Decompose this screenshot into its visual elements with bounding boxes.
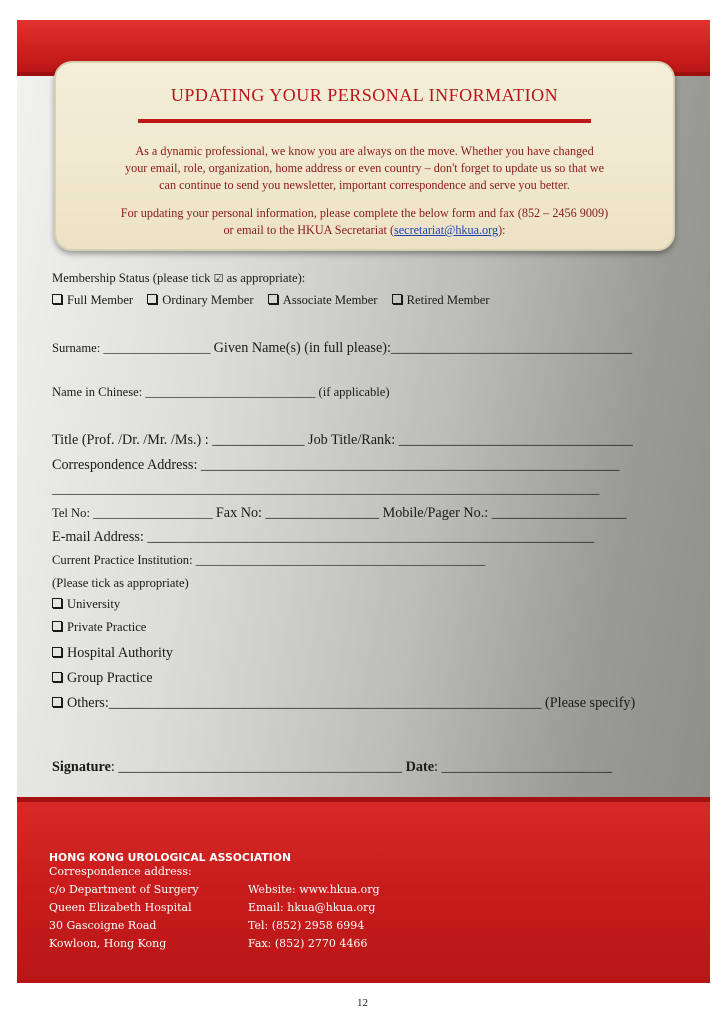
option-private-practice[interactable]: Private Practice <box>52 620 146 635</box>
signature-date-row <box>52 759 612 776</box>
option-hospital-authority[interactable]: Hospital Authority <box>52 645 173 662</box>
intro-line: your email, role, organization, home address or even country – don't forget to update us so that we <box>125 161 604 175</box>
footer-address: c/o Department of Surgery Queen Elizabeth Hospital 30 Gascoigne Road Kowloon, Hong Kong <box>49 883 199 950</box>
option-retired-member[interactable]: Retired Member <box>392 293 490 307</box>
checkbox-icon[interactable] <box>147 294 157 304</box>
date-field[interactable]: : ________________________ <box>434 759 612 775</box>
checkbox-icon[interactable] <box>52 294 62 304</box>
tick-icon: ☑ <box>213 272 224 285</box>
banner-instructions <box>90 205 639 239</box>
footer-fax: Fax: (852) 2770 4466 <box>248 937 368 950</box>
address-line-2-field[interactable]: ___________________________________________________________________________________ <box>52 481 600 496</box>
tick-note: (Please tick as appropriate) <box>52 576 189 590</box>
membership-options <box>52 293 501 308</box>
intro-line: As a dynamic professional, we know you are always on the move. Whether you have changed <box>135 144 594 158</box>
banner-title: UPDATING YOUR PERSONAL INFORMATION <box>170 85 559 105</box>
email-field[interactable]: E-mail Address: _______________________________________________________________ <box>52 529 595 545</box>
checkbox-icon[interactable] <box>52 647 62 657</box>
footer-website[interactable]: Website: www.hkua.org <box>248 883 380 896</box>
info-banner <box>54 61 675 251</box>
secretariat-email-link[interactable]: secretariat@hkua.org <box>394 223 499 237</box>
option-university[interactable]: University <box>52 597 120 612</box>
checkbox-icon[interactable] <box>52 598 62 608</box>
footer-email[interactable]: Email: hkua@hkua.org <box>248 901 376 914</box>
option-others[interactable]: Others:_____________________________________________________________ (Please specify) <box>52 695 635 712</box>
checkbox-icon[interactable] <box>52 697 62 707</box>
tel-field[interactable]: Tel No: ___________________ <box>52 506 216 520</box>
surname-field[interactable]: Surname: _________________ <box>52 341 214 355</box>
checkbox-icon[interactable] <box>52 672 62 682</box>
fax-mobile-field[interactable]: Fax No: ________________ Mobile/Pager No.: ___________________ <box>215 505 627 521</box>
checkbox-icon[interactable] <box>392 294 402 304</box>
checkbox-icon[interactable] <box>52 621 62 631</box>
option-group-practice[interactable]: Group Practice <box>52 670 153 687</box>
membership-status-label: Membership Status (please tick ☑ as appropriate): <box>52 271 306 285</box>
footer-contacts <box>248 881 380 953</box>
signature-label: Signature <box>52 759 111 775</box>
option-ordinary-member[interactable]: Ordinary Member <box>147 293 253 307</box>
instruction-line: For updating your personal information, please complete the below form and fax (852 – 2456 9009) <box>120 206 609 220</box>
footer-address-label: Correspondence address: <box>49 865 192 878</box>
option-associate-member[interactable]: Associate Member <box>268 293 378 307</box>
phone-row <box>52 505 627 522</box>
signature-field[interactable]: : ________________________________________ <box>110 759 406 775</box>
checkbox-icon[interactable] <box>268 294 278 304</box>
form-page <box>17 20 710 983</box>
intro-line: can continue to send you newsletter, important correspondence and serve you better. <box>159 178 570 192</box>
given-names-field[interactable]: Given Name(s) (in full please):__________________________________ <box>213 340 633 356</box>
page-number: 12 <box>357 997 368 1009</box>
banner-intro <box>90 143 639 194</box>
institution-field[interactable]: Current Practice Institution: ______________________________________________ <box>52 553 486 567</box>
address-field[interactable]: Correspondence Address: ___________________________________________________________ <box>52 457 620 473</box>
option-full-member[interactable]: Full Member <box>52 293 133 307</box>
instruction-line: or email to the HKUA Secretariat (secretariat@hkua.org): <box>223 223 506 237</box>
banner-divider <box>138 119 591 123</box>
footer-org-name: HONG KONG UROLOGICAL ASSOCIATION <box>49 851 291 864</box>
title-jobtitle-field[interactable]: Title (Prof. /Dr. /Mr. /Ms.) : _____________ Job Title/Rank: _________________________________ <box>52 432 633 448</box>
name-row <box>52 340 632 357</box>
chinese-name-field[interactable]: Name in Chinese: ___________________________ (if applicable) <box>52 385 390 399</box>
date-label: Date <box>405 759 435 775</box>
footer-tel: Tel: (852) 2958 6994 <box>248 919 365 932</box>
